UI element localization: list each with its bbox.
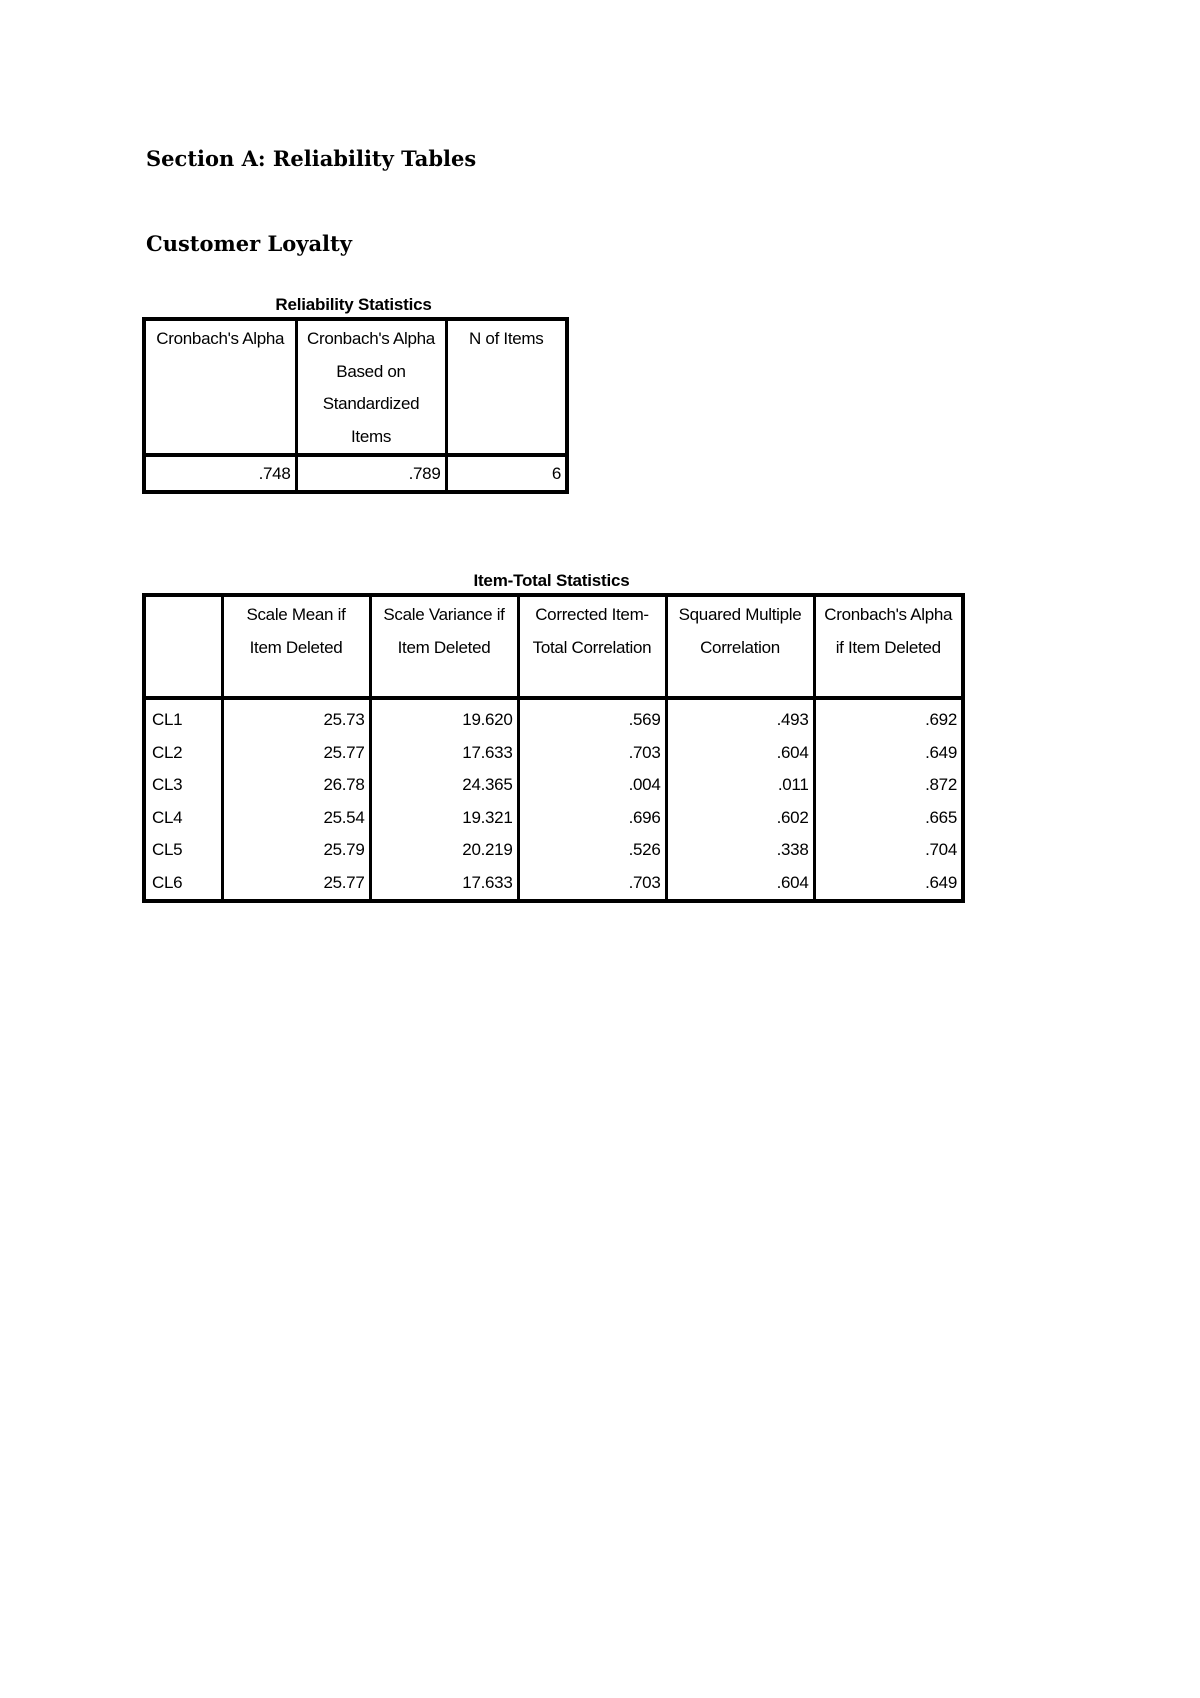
table-cell: .872 [925, 775, 957, 794]
table-cell: .703 [518, 737, 666, 770]
table-cell: .665 [925, 807, 957, 827]
table-cell: .493 [666, 698, 814, 737]
table-cell: 25.79 [222, 834, 370, 867]
table-cell: 24.365 [370, 769, 518, 802]
table-cell: 20.219 [370, 834, 518, 867]
column-header: Cronbach's Alpha if Item Deleted [824, 605, 953, 657]
table-cell: 25.77 [222, 867, 370, 902]
table-cell: .604 [666, 867, 814, 902]
section-heading: Section A: Reliability Tables [146, 146, 477, 171]
row-label: CL6 [144, 867, 222, 902]
row-label: CL2 [144, 737, 222, 770]
row-label: CL3 [144, 769, 222, 802]
table-row [144, 737, 963, 770]
table-header-row [144, 319, 567, 455]
column-header: Cronbach's Alpha Based on Standardized Items [296, 319, 446, 455]
table-row [144, 834, 963, 867]
table-cell: .692 [925, 710, 957, 729]
table-row [144, 867, 963, 902]
table-cell: .569 [518, 698, 666, 737]
column-header: Squared Multiple Correlation [666, 595, 814, 698]
table-cell: 25.77 [222, 737, 370, 770]
table-cell: .004 [518, 769, 666, 802]
table-cell: .604 [666, 737, 814, 770]
table-cell: .011 [666, 769, 814, 802]
column-header: Cronbach's Alpha [144, 319, 296, 455]
table-cell: 25.73 [222, 698, 370, 737]
item-total-statistics-table [142, 593, 965, 903]
table-row [144, 698, 963, 737]
item-total-statistics-title: Item-Total Statistics [473, 571, 630, 590]
table-cell: 25.54 [222, 802, 370, 835]
column-header: Corrected Item-Total Correlation [518, 595, 666, 698]
column-header: Scale Mean if Item Deleted [222, 595, 370, 698]
table-cell: .703 [518, 867, 666, 902]
table-cell: 17.633 [370, 737, 518, 770]
table-cell: .649 [925, 742, 957, 762]
table-cell: .526 [518, 834, 666, 867]
table-row [144, 455, 567, 492]
table-cell: .704 [925, 840, 957, 859]
table-cell: 26.78 [222, 769, 370, 802]
column-header [144, 595, 222, 698]
table-cell: 19.321 [370, 802, 518, 835]
table-cell: 6 [551, 464, 561, 483]
row-label: CL1 [144, 698, 222, 737]
table-cell: .649 [925, 872, 957, 892]
table-row [144, 802, 963, 835]
row-label: CL5 [144, 834, 222, 867]
table-cell: .789 [296, 455, 446, 492]
table-header-row [144, 595, 963, 698]
table-cell: .748 [144, 455, 296, 492]
table-cell: 17.633 [370, 867, 518, 902]
reliability-statistics-table [142, 317, 569, 494]
subsection-heading: Customer Loyalty [146, 231, 352, 256]
column-header: N of Items [469, 329, 544, 348]
column-header: Scale Variance if Item Deleted [370, 595, 518, 698]
table-cell: .602 [666, 802, 814, 835]
table-cell: .696 [518, 802, 666, 835]
table-row [144, 769, 963, 802]
row-label: CL4 [144, 802, 222, 835]
table-cell: .338 [666, 834, 814, 867]
table-cell: 19.620 [370, 698, 518, 737]
reliability-statistics-title: Reliability Statistics [275, 295, 432, 314]
